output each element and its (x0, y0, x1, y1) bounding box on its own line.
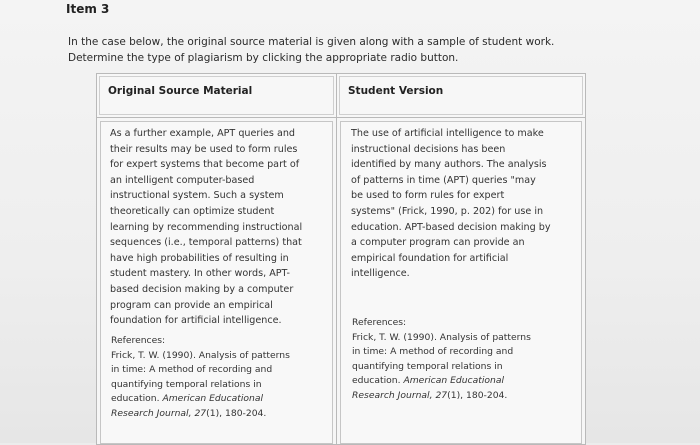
student-column (337, 74, 585, 444)
passage-line: for expert systems that become part of (110, 159, 300, 171)
reference-journal-volume: Research Journal, 27 (111, 407, 207, 419)
reference-tail: (1), 180-204. (206, 407, 267, 419)
passage-line: be used to form rules for expert (351, 190, 505, 202)
reference-journal: American Educational (403, 375, 505, 387)
passage-line: education. APT-based decision making by (351, 221, 551, 233)
passage-line: As a further example, APT queries and (110, 128, 296, 139)
passage-line: a computer program can provide an (351, 237, 525, 249)
original-references (111, 334, 321, 422)
passage-line: instructional decisions has been (351, 143, 506, 155)
student-references (352, 316, 562, 404)
reference-pre: education. (111, 393, 160, 405)
passage-line: based decision making by a computer (110, 283, 294, 295)
passage-line: of patterns in time (APT) queries "may (351, 174, 536, 186)
reference-line: quantifying temporal relations in (111, 378, 262, 390)
passage-line: learning by recommending instructional (110, 221, 303, 233)
reference-tail: (1), 180-204. (447, 389, 508, 401)
instructions-line-2: Determine the type of plagiarism by clicking the appropriate radio button. (68, 52, 459, 64)
original-column (97, 74, 337, 444)
reference-line: Frick, T. W. (1990). Analysis of patterns (352, 331, 531, 343)
reference-line (111, 392, 321, 407)
comparison-table (96, 73, 586, 445)
original-cell (100, 121, 333, 444)
instructions-line-1: In the case below, the original source material is given along with a sample of student work. (68, 36, 555, 48)
passage-line: foundation for artificial intelligence. (110, 315, 282, 327)
reference-line (111, 407, 321, 422)
reference-line: Frick, T. W. (1990). Analysis of patterns (111, 349, 290, 361)
student-cell (340, 121, 582, 444)
passage-line: theoretically can optimize student (110, 205, 275, 217)
student-header (337, 74, 585, 118)
references-label: References: (352, 317, 407, 328)
passage-line: their results may be used to form rules (110, 143, 298, 155)
reference-line: in time: A method of recording and (352, 346, 514, 358)
reference-line (352, 374, 562, 389)
student-header-label: Student Version (339, 76, 583, 115)
passage-line: intelligence. (351, 268, 410, 280)
passage-line: sequences (i.e., temporal patterns) that (110, 237, 302, 249)
original-passage (110, 126, 315, 329)
passage-line: an intelligent computer-based (110, 174, 255, 186)
passage-line: identified by many authors. The analysis (351, 159, 547, 171)
reference-line: in time: A method of recording and (111, 364, 273, 376)
original-header (97, 74, 336, 118)
instructions (68, 34, 588, 66)
references-label: References: (111, 335, 166, 346)
passage-line: instructional system. Such a system (110, 190, 284, 202)
passage-line: systems" (Frick, 1990, p. 202) for use in (351, 205, 544, 217)
passage-line: have high probabilities of resulting in (110, 252, 289, 264)
item-title: Item 3 (66, 2, 110, 16)
reference-journal-volume: Research Journal, 27 (352, 389, 448, 401)
passage-line: program can provide an empirical (110, 299, 273, 311)
passage-line: The use of artificial intelligence to make (351, 128, 544, 139)
passage-line: empirical foundation for artificial (351, 252, 509, 264)
reference-line: quantifying temporal relations in (352, 360, 503, 372)
student-passage (351, 126, 565, 282)
passage-line: student mastery. In other words, APT- (110, 268, 290, 280)
reference-pre: education. (352, 375, 401, 387)
original-header-label: Original Source Material (99, 76, 334, 115)
reference-journal: American Educational (162, 393, 264, 405)
reference-line (352, 389, 562, 404)
